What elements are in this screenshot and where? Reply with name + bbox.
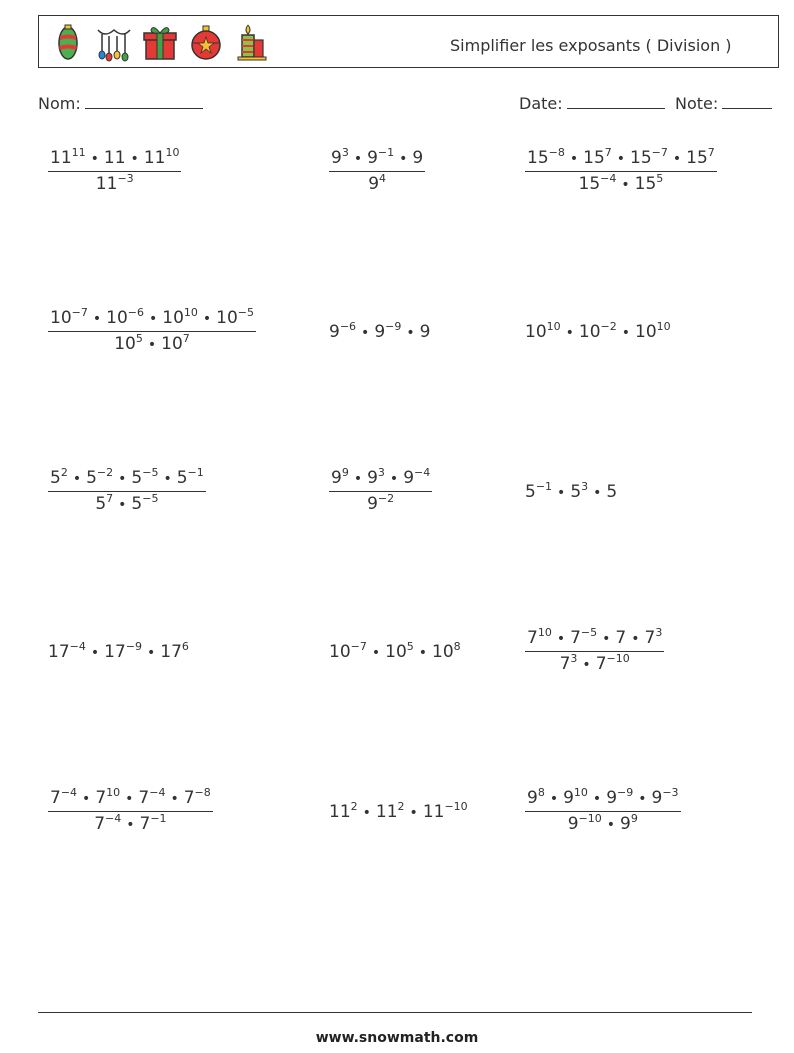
exponent: −9	[125, 640, 142, 653]
numerator	[329, 148, 425, 172]
exponent: 10	[183, 306, 198, 319]
exponent: −10	[606, 652, 630, 665]
expression	[50, 468, 204, 488]
base: 9	[620, 814, 631, 834]
base: 7	[50, 788, 61, 808]
multiply-dot: •	[125, 791, 134, 807]
denominator	[525, 172, 717, 194]
base: 9	[527, 788, 538, 808]
multiply-dot: •	[556, 631, 566, 647]
exponent: −1	[535, 480, 553, 493]
base: 10	[50, 308, 72, 328]
expression	[114, 334, 190, 354]
base: 7	[559, 654, 571, 674]
base: 10	[106, 308, 128, 328]
multiply-dot: •	[602, 631, 611, 647]
multiply-dot: •	[353, 471, 363, 487]
base: 11	[329, 802, 351, 822]
footer-divider	[38, 1012, 752, 1013]
base: 5	[86, 468, 97, 488]
fraction	[329, 468, 432, 514]
exponent: 8	[453, 640, 461, 653]
exponent: −1	[187, 466, 204, 479]
exponent: −2	[600, 320, 617, 333]
expression	[50, 788, 211, 808]
multiply-dot: •	[72, 471, 82, 487]
denominator	[48, 812, 213, 834]
exponent: −3	[662, 786, 679, 799]
base: 5	[131, 468, 143, 488]
exponent: −8	[548, 146, 565, 159]
exponent: 3	[581, 480, 589, 493]
multiply-dot: •	[418, 645, 428, 661]
base: 15	[578, 174, 601, 194]
multiply-dot: •	[92, 311, 102, 327]
multiply-dot: •	[592, 791, 602, 807]
multiply-dot: •	[399, 151, 408, 167]
expression	[331, 468, 430, 488]
multiply-dot: •	[638, 791, 647, 807]
expression	[579, 174, 664, 194]
problem-15	[525, 788, 681, 834]
exponent: −3	[117, 172, 134, 185]
base: 15	[686, 148, 708, 168]
problem-12	[525, 628, 664, 674]
name-blank[interactable]	[85, 93, 203, 109]
base: 15	[583, 148, 605, 168]
base: 11	[422, 802, 445, 822]
denominator	[48, 492, 206, 514]
base: 10	[525, 322, 547, 342]
multiply-dot: •	[606, 817, 616, 833]
fraction	[525, 788, 681, 834]
expression	[331, 148, 423, 168]
expression	[525, 322, 671, 342]
problem-6	[525, 322, 671, 342]
exponent: −7	[651, 146, 668, 159]
multiply-dot: •	[371, 645, 381, 661]
gift-icon	[141, 22, 179, 62]
exponent: −4	[600, 172, 617, 185]
name-label: Nom:	[38, 94, 81, 113]
base: 9	[329, 322, 340, 342]
numerator	[48, 468, 206, 492]
base: 5	[606, 482, 618, 502]
header-box	[38, 15, 779, 68]
exponent: −4	[414, 466, 431, 479]
base: 11	[375, 802, 398, 822]
multiply-dot: •	[406, 325, 415, 341]
base: 10	[432, 642, 454, 662]
expression	[48, 642, 189, 662]
base: 7	[527, 628, 538, 648]
base: 5	[50, 468, 61, 488]
base: 5	[176, 468, 188, 488]
exponent: 3	[377, 466, 385, 479]
base: 10	[635, 322, 657, 342]
exponent: 10	[573, 786, 588, 799]
exponent: 6	[181, 640, 189, 653]
multiply-dot: •	[621, 325, 631, 341]
exponent: 10	[165, 146, 180, 159]
fraction	[525, 148, 717, 194]
exponent: −4	[69, 640, 86, 653]
icon-row	[49, 22, 271, 62]
exponent: 7	[106, 492, 114, 505]
exponent: −6	[339, 320, 357, 333]
exponent: 2	[350, 800, 358, 813]
expression	[367, 494, 394, 514]
problem-3	[525, 148, 717, 194]
exponent: −5	[142, 466, 159, 479]
exponent: −9	[385, 320, 402, 333]
base: 10	[162, 308, 184, 328]
exponent: −8	[194, 786, 211, 799]
grade-blank[interactable]	[722, 93, 772, 109]
fraction	[48, 308, 256, 354]
exponent: 3	[341, 146, 349, 159]
expression	[368, 174, 386, 194]
fraction	[48, 468, 206, 514]
bauble-icon	[187, 22, 225, 62]
multiply-dot: •	[549, 791, 559, 807]
numerator	[48, 788, 213, 812]
exponent: 9	[630, 812, 638, 825]
multiply-dot: •	[163, 471, 172, 487]
multiply-dot: •	[146, 645, 156, 661]
base: 9	[367, 148, 378, 168]
exponent: −1	[377, 146, 395, 159]
multiply-dot: •	[126, 817, 135, 833]
exponent: 5	[656, 172, 664, 185]
exponent: 3	[570, 652, 578, 665]
expression	[527, 628, 662, 648]
problem-1	[48, 148, 181, 194]
base: 7	[644, 628, 656, 648]
denominator	[48, 332, 256, 354]
exponent: −5	[237, 306, 255, 319]
fraction	[329, 148, 425, 194]
date-blank[interactable]	[567, 93, 665, 109]
numerator	[525, 628, 664, 652]
base: 7	[94, 814, 106, 834]
fraction	[48, 788, 213, 834]
multiply-dot: •	[593, 485, 602, 501]
multiply-dot: •	[148, 311, 158, 327]
base: 10	[216, 308, 238, 328]
multiply-dot: •	[631, 631, 640, 647]
base: 9	[412, 148, 424, 168]
exponent: 10	[106, 786, 121, 799]
base: 7	[139, 814, 151, 834]
expression	[50, 308, 254, 328]
exponent: −2	[377, 492, 395, 505]
expression	[329, 642, 461, 662]
name-field[interactable]	[38, 93, 203, 113]
denominator	[329, 172, 425, 194]
expression	[527, 148, 715, 168]
exponent: 4	[379, 172, 387, 185]
base: 11	[50, 148, 72, 168]
base: 9	[403, 468, 415, 488]
exponent: 9	[341, 466, 349, 479]
base: 7	[183, 788, 195, 808]
problem-2	[329, 148, 425, 194]
base: 5	[525, 482, 536, 502]
base: 5	[95, 494, 107, 514]
denominator	[525, 812, 681, 834]
exponent: −7	[350, 640, 367, 653]
exponent: 3	[655, 626, 663, 639]
multiply-dot: •	[118, 471, 127, 487]
denominator	[48, 172, 181, 194]
base: 7	[95, 788, 107, 808]
expression	[568, 814, 638, 834]
fraction	[48, 148, 181, 194]
base: 9	[367, 494, 378, 514]
multiply-dot: •	[569, 151, 579, 167]
base: 7	[138, 788, 150, 808]
problem-9	[525, 482, 617, 502]
expression	[560, 654, 630, 674]
base: 9	[651, 788, 663, 808]
exponent: 10	[537, 626, 552, 639]
expression	[527, 788, 679, 808]
candle-icon	[233, 22, 271, 62]
expression	[96, 174, 134, 194]
exponent: −7	[71, 306, 88, 319]
expression	[94, 814, 166, 834]
multiply-dot: •	[90, 645, 100, 661]
multiply-dot: •	[557, 485, 566, 501]
exponent: 5	[406, 640, 414, 653]
multiply-dot: •	[147, 337, 157, 353]
base: 5	[131, 494, 143, 514]
numerator	[329, 468, 432, 492]
date-label: Date:	[519, 94, 563, 113]
problem-4	[48, 308, 256, 354]
problem-7	[48, 468, 206, 514]
multiply-dot: •	[389, 471, 399, 487]
exponent: 8	[537, 786, 545, 799]
expression	[50, 148, 179, 168]
exponent: −9	[617, 786, 634, 799]
exponent: 7	[707, 146, 715, 159]
problem-11	[329, 642, 461, 662]
base: 11	[143, 148, 166, 168]
base: 9	[567, 814, 579, 834]
lights-icon	[95, 22, 133, 62]
denominator	[329, 492, 432, 514]
numerator	[525, 788, 681, 812]
numerator	[48, 148, 181, 172]
base: 9	[419, 322, 431, 342]
multiply-dot: •	[202, 311, 212, 327]
multiply-dot: •	[361, 325, 370, 341]
base: 15	[630, 148, 652, 168]
base: 9	[563, 788, 574, 808]
problem-8	[329, 468, 432, 514]
base: 9	[367, 468, 378, 488]
base: 11	[103, 148, 126, 168]
exponent: 2	[397, 800, 405, 813]
fraction	[525, 628, 664, 674]
numerator	[525, 148, 717, 172]
worksheet-title: Simplifier les exposants ( Division )	[450, 36, 732, 55]
base: 15	[527, 148, 549, 168]
base: 7	[570, 628, 581, 648]
exponent: −4	[105, 812, 122, 825]
base: 9	[374, 322, 386, 342]
base: 7	[595, 654, 607, 674]
problem-10	[48, 642, 189, 662]
problem-13	[48, 788, 213, 834]
base: 9	[331, 468, 342, 488]
base: 17	[104, 642, 126, 662]
expression	[95, 494, 158, 514]
multiply-dot: •	[130, 151, 139, 167]
problem-5	[329, 322, 430, 342]
exponent: 5	[135, 332, 143, 345]
expression	[525, 482, 617, 502]
base: 10	[329, 642, 351, 662]
multiply-dot: •	[82, 791, 91, 807]
exponent: −5	[142, 492, 159, 505]
base: 9	[368, 174, 380, 194]
base: 17	[48, 642, 70, 662]
date-field[interactable]	[519, 93, 665, 113]
problem-14	[329, 802, 468, 822]
exponent: −1	[150, 812, 167, 825]
exponent: 7	[604, 146, 612, 159]
base: 10	[385, 642, 407, 662]
multiply-dot: •	[170, 791, 179, 807]
footer-url: www.snowmath.com	[315, 1030, 479, 1046]
base: 5	[570, 482, 582, 502]
grade-field[interactable]	[675, 93, 772, 113]
exponent: −4	[60, 786, 78, 799]
exponent: 11	[71, 146, 86, 159]
exponent: −5	[580, 626, 598, 639]
base: 17	[160, 642, 182, 662]
base: 9	[606, 788, 618, 808]
exponent: −2	[96, 466, 114, 479]
ornament-icon	[49, 22, 87, 62]
base: 15	[634, 174, 657, 194]
multiply-dot: •	[90, 151, 99, 167]
exponent: 2	[60, 466, 68, 479]
multiply-dot: •	[565, 325, 574, 341]
exponent: −6	[127, 306, 144, 319]
base: 9	[331, 148, 342, 168]
base: 11	[95, 174, 118, 194]
denominator	[525, 652, 664, 674]
exponent: −10	[444, 800, 468, 813]
base: 10	[578, 322, 601, 342]
multiply-dot: •	[616, 151, 626, 167]
exponent: 10	[656, 320, 671, 333]
multiply-dot: •	[672, 151, 682, 167]
expression	[329, 322, 430, 342]
multiply-dot: •	[582, 657, 591, 673]
base: 10	[161, 334, 183, 354]
exponent: −10	[578, 812, 602, 825]
multiply-dot: •	[362, 805, 371, 821]
multiply-dot: •	[409, 805, 418, 821]
multiply-dot: •	[118, 497, 127, 513]
numerator	[48, 308, 256, 332]
multiply-dot: •	[353, 151, 363, 167]
expression	[329, 802, 468, 822]
grade-label: Note:	[675, 94, 719, 113]
exponent: 7	[182, 332, 190, 345]
multiply-dot: •	[621, 177, 630, 193]
base: 7	[615, 628, 627, 648]
exponent: −4	[149, 786, 166, 799]
exponent: 10	[546, 320, 561, 333]
base: 10	[114, 334, 136, 354]
